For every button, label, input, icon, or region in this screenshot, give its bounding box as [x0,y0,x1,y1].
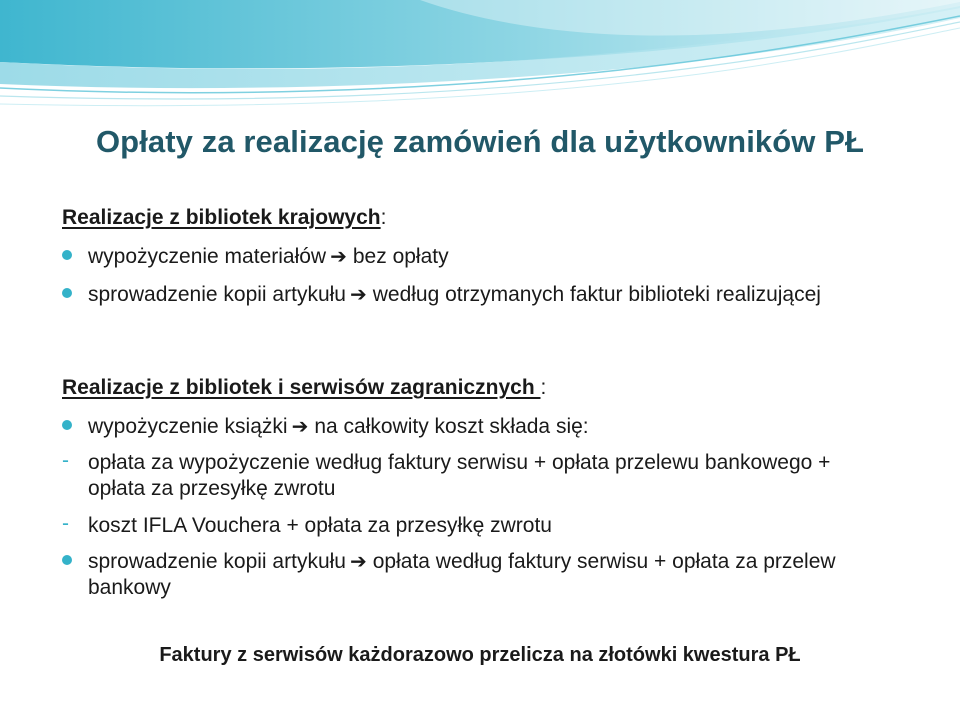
arrow-right-icon: ➔ [349,282,367,306]
item-text: koszt IFLA Vouchera + opłata za przesyłkę zwrotu [88,514,552,537]
item-result: na całkowity koszt składa się: [314,415,589,438]
slide-title: Opłaty za realizację zamówień dla użytkowników PŁ [95,124,865,159]
item-result: według otrzymanych faktur biblioteki realizującej [372,283,821,306]
item-text: opłata za wypożyczenie według faktury serwisu + opłata przelewu bankowego + opłata za przesyłkę zwrotu [88,451,831,500]
dash-marker-icon: - [62,449,69,472]
arrow-right-icon: ➔ [291,414,309,438]
item-text: sprowadzenie kopii artykułu [88,550,346,573]
bullet-dot-icon [62,420,72,430]
section-heading-text: Realizacje z bibliotek i serwisów zagranicznych [62,376,541,399]
section-heading-domestic [62,206,386,230]
section-heading-colon: : [540,376,547,399]
item-result: opłata według faktury serwisu + opłata za przelew bankowy [88,550,836,599]
item-text: wypożyczenie materiałów [88,245,327,268]
bullet-dot-icon [62,555,72,565]
item-text: sprowadzenie kopii artykułu [88,283,346,306]
dash-marker-icon: - [62,512,69,535]
list-item [62,281,822,308]
arrow-right-icon: ➔ [349,549,367,573]
section-heading-foreign [62,376,546,400]
bullet-dot-icon [62,288,72,298]
list-item [62,548,862,601]
list-item [62,450,872,502]
list-item [62,413,892,440]
section-heading-text: Realizacje z bibliotek krajowych [62,206,381,229]
section-heading-colon: : [380,206,387,229]
arrow-right-icon: ➔ [330,244,347,268]
decorative-wave-banner [0,0,960,120]
list-item [62,513,892,539]
list-item [62,243,892,270]
item-text: wypożyczenie książki [88,415,288,438]
bullet-dot-icon [62,250,72,260]
footer-note: Faktury z serwisów każdorazowo przelicza na złotówki kwestura PŁ [159,644,801,666]
item-result: bez opłaty [352,245,449,268]
